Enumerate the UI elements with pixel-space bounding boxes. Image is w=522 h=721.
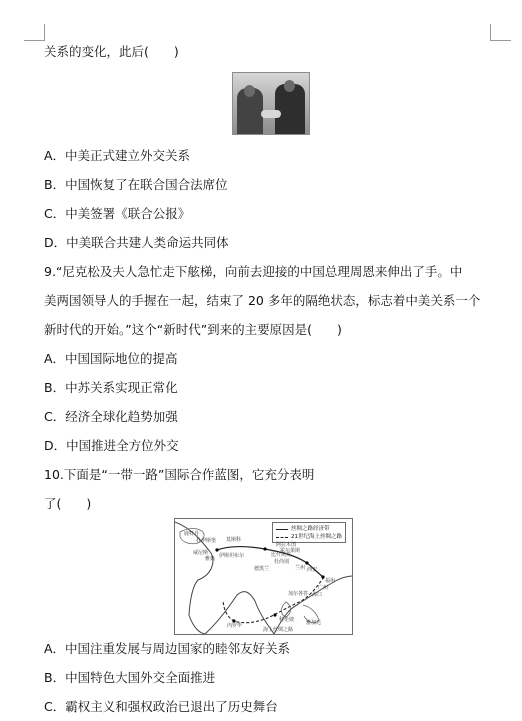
map-label-fuzhou: 福州: [325, 578, 336, 584]
port-marker-south: [273, 613, 276, 616]
map-label-istanbul: 伊斯坦布尔: [219, 553, 245, 559]
city-marker-central: [263, 547, 266, 550]
question-9-option-c[interactable]: C．经济全球化趋势加强: [44, 409, 178, 424]
map-label-moscow: 莫斯科: [226, 537, 242, 543]
question-10-stem-line-2: 了( ): [44, 496, 92, 511]
question-10-stem-line-1: 10.下面是“一带一路”国际合作蓝图，它充分表明: [44, 467, 315, 482]
map-label-khorgos: 霍尔果斯: [280, 548, 301, 554]
question-8-option-a[interactable]: A．中美正式建立外交关系: [44, 148, 191, 163]
map-label-colombo: 科伦坡: [279, 617, 295, 623]
question-10-option-b[interactable]: B．中国特色大国外交全面推进: [44, 670, 216, 685]
question-8-stem-tail: 关系的变化，此后( ): [44, 44, 179, 59]
question-8-option-b[interactable]: B．中国恢复了在联合国合法席位: [44, 177, 228, 192]
city-marker-west: [215, 548, 218, 551]
legend-sea-label: 21世纪海上丝绸之路: [291, 534, 342, 540]
leader-right-head: [284, 80, 295, 92]
map-label-lanzhou: 兰州: [295, 565, 306, 571]
map-label-kolkata: 加尔各答: [288, 591, 309, 597]
map-label-bishkek: 比什凯克: [271, 552, 292, 558]
question-10-option-a[interactable]: A．中国注重发展与周边国家的睦邻友好关系: [44, 641, 291, 656]
map-label-rotterdam: 鹿特丹: [184, 531, 200, 537]
leader-left-head: [244, 85, 255, 97]
question-8-option-c[interactable]: C．中美签署《联合公报》: [44, 206, 191, 221]
map-label-duisburg: 杜伊斯堡: [196, 538, 217, 544]
question-9-stem-line-1: 9.“尼克松及夫人急忙走下舷梯，向前去迎接的中国总理周恩来伸出了手。中: [44, 264, 463, 279]
map-label-maritime-silk-road: 海上丝绸之路: [263, 627, 294, 633]
page-corner-mark-right: [490, 24, 511, 41]
map-legend: [272, 522, 346, 543]
legend-row-sea: [276, 533, 342, 541]
maritime-silk-road-route: [223, 577, 324, 623]
question-8-option-d[interactable]: D．中美联合共建人类命运共同体: [44, 235, 229, 250]
city-marker-east: [305, 561, 308, 564]
question-9-option-d[interactable]: D．中国推进全方位外交: [44, 438, 179, 453]
map-label-jakarta: 雅加达: [306, 620, 322, 626]
map-label-nairobi: 内罗毕: [227, 623, 243, 629]
map-label-venice: 威尼斯: [193, 550, 209, 556]
map-label-guangzhou: 广州: [318, 585, 329, 591]
question-9-stem-line-2: 美两国领导人的手握在一起，结束了 20 多年的隔绝状态，标志着中美关系一个: [44, 293, 481, 308]
question-9-option-a[interactable]: A．中国国际地位的提高: [44, 351, 178, 366]
map-label-alma-ata: 阿拉木图: [276, 542, 297, 548]
belt-and-road-map: [174, 518, 353, 635]
map-label-dushanbe: 杜尚别: [274, 559, 290, 565]
legend-solid-line: [276, 529, 288, 530]
legend-land-label: 丝绸之路经济带: [291, 526, 330, 532]
question-9-stem-line-3: 新时代的开始。”这个“新时代”到来的主要原因是( ): [44, 322, 342, 337]
question-10-option-c[interactable]: C．霸权主义和强权政治已退出了历史舞台: [44, 699, 278, 714]
page-corner-mark-left: [24, 24, 45, 41]
handshake-photo: [232, 72, 310, 135]
map-label-tehran: 德黑兰: [254, 566, 270, 572]
map-label-haikou: 海口: [312, 592, 323, 598]
legend-dashed-line: [276, 537, 288, 538]
map-label-athens: 雅典: [205, 556, 216, 562]
question-9-option-b[interactable]: B．中苏关系实现正常化: [44, 380, 178, 395]
map-label-xian: 西安: [307, 567, 318, 573]
handshake-hands: [261, 110, 281, 118]
legend-row-land: [276, 525, 342, 533]
